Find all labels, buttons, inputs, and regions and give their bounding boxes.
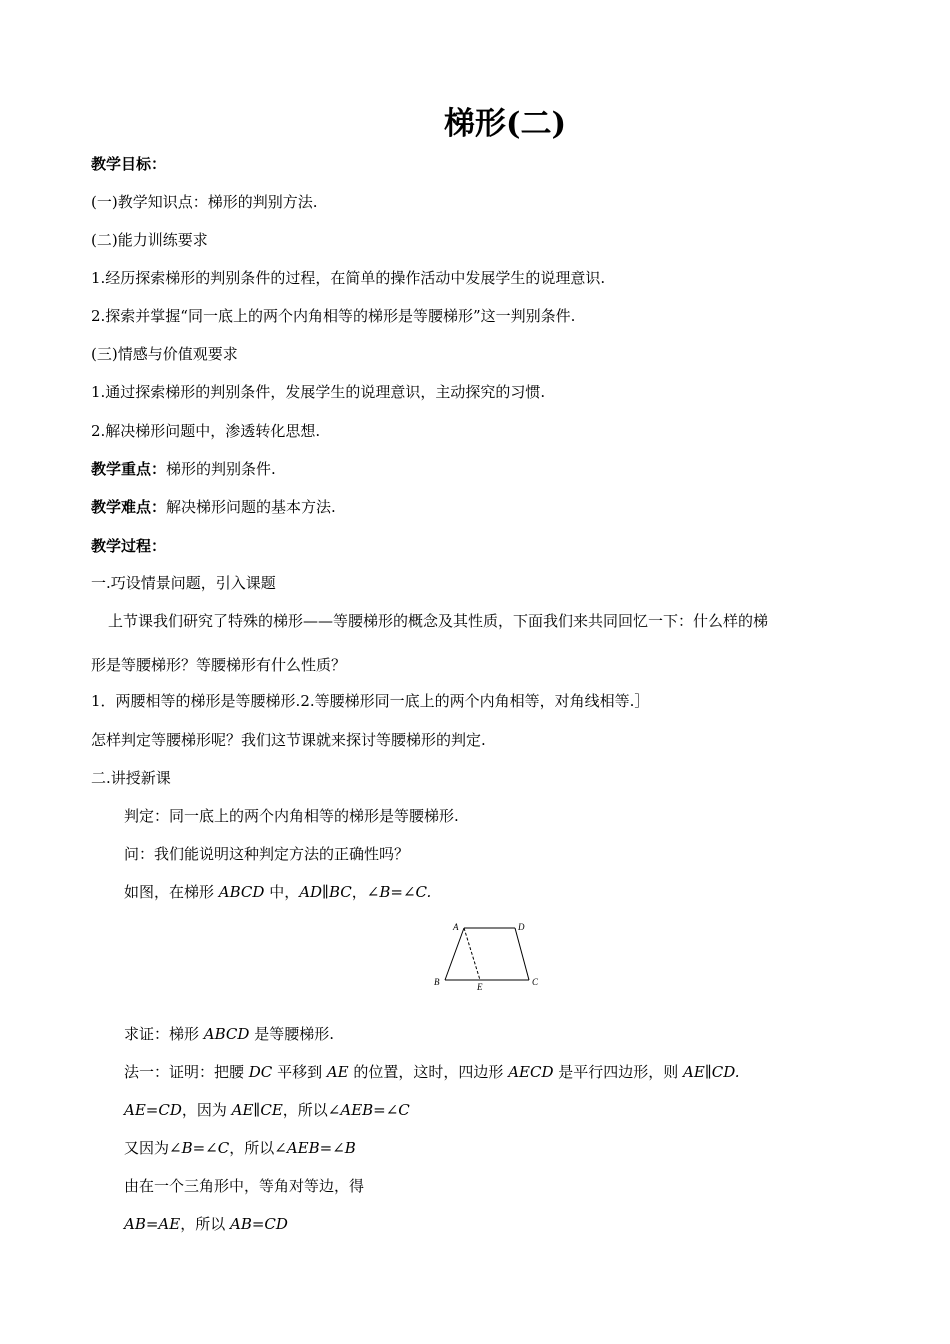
- method-part: 平移到: [272, 1063, 327, 1081]
- proof-part: AB=AE: [124, 1215, 181, 1233]
- how-text: 怎样判定等腰梯形呢？我们这节课就来探讨等腰梯形的判定.: [91, 731, 486, 749]
- goals-heading: 教学目标：: [91, 155, 167, 173]
- method-part: 的位置，这时，四边形: [348, 1063, 509, 1081]
- given-part: ，: [351, 883, 367, 901]
- ability-item-2: 2.探索并掌握“同一底上的两个内角相等的梯形是等腰梯形”这一判别条件.: [91, 307, 576, 325]
- emotion-item-1: 1.通过探索梯形的判别条件，发展学生的说理意识，主动探究的习惯.: [91, 383, 546, 401]
- given-part: ABCD: [218, 883, 265, 901]
- method-part: 是平行四边形，则: [553, 1063, 684, 1081]
- proof-part: ∠AEB=∠B: [274, 1139, 356, 1157]
- given-text: [124, 882, 431, 902]
- trapezoid-figure: [430, 919, 545, 994]
- given-part: ∠B=∠C.: [366, 883, 432, 901]
- given-part: AD∥BC: [299, 883, 352, 901]
- given-part: 中，: [264, 883, 300, 901]
- emotion-item-2: 2.解决梯形问题中，渗透转化思想.: [91, 422, 321, 440]
- criterion-text: 判定：同一底上的两个内角相等的梯形是等腰梯形.: [124, 807, 459, 825]
- ability-item-1: 1.经历探索梯形的判别条件的过程，在简单的操作活动中发展学生的说理意识.: [91, 269, 606, 287]
- method-part: AE∥CD.: [683, 1063, 740, 1081]
- difficulty-text: 解决梯形问题的基本方法.: [166, 498, 336, 516]
- method-part: 法一：证明：把腰: [124, 1063, 249, 1081]
- intro-paragraph-line-1: 上节课我们研究了特殊的梯形——等腰梯形的概念及其性质，下面我们来共同回忆一下：什么样的梯: [108, 612, 769, 630]
- emotion-heading: (三)情感与价值观要求: [91, 345, 238, 363]
- vertex-label-d: D: [518, 922, 525, 932]
- recall-text: 1．两腰相等的梯形是等腰梯形.2.等腰梯形同一底上的两个内角相等，对角线相等.］: [91, 692, 650, 710]
- vertex-label-b: B: [434, 977, 440, 987]
- proof-step-4: [124, 1214, 288, 1234]
- proof-part: ，所以: [180, 1215, 230, 1233]
- proof-step-2: [124, 1138, 356, 1158]
- proof-part: ∠AEB=∠C: [327, 1101, 410, 1119]
- section-1-heading: 一.巧设情景问题，引入课题: [91, 574, 276, 592]
- proof-part: AE∥CE: [231, 1101, 283, 1119]
- method-part: AE: [326, 1063, 349, 1081]
- vertex-label-e: E: [477, 982, 483, 992]
- key-text: 梯形的判别条件.: [166, 460, 276, 478]
- proof-part: AB=CD: [230, 1215, 288, 1233]
- given-part: 如图，在梯形: [124, 883, 219, 901]
- side-ab: [445, 928, 464, 980]
- process-heading: 教学过程：: [91, 537, 167, 555]
- difficulty-label: 教学难点：: [91, 498, 167, 516]
- proof-part: ，所以: [282, 1101, 328, 1119]
- proof-part: ，因为: [181, 1101, 232, 1119]
- proof-part: 又因为: [124, 1139, 170, 1157]
- prove-part: 求证：梯形: [124, 1025, 204, 1043]
- ability-heading: (二)能力训练要求: [91, 231, 208, 249]
- proof-step-3: 由在一个三角形中，等角对等边，得: [124, 1177, 365, 1195]
- side-dc: [515, 928, 529, 980]
- vertex-label-a: A: [453, 922, 459, 932]
- question-text: 问：我们能说明这种判定方法的正确性吗？: [124, 845, 410, 863]
- page-title: 梯形(二): [443, 106, 567, 142]
- prove-text: [124, 1024, 334, 1044]
- method-1-text: [124, 1062, 739, 1082]
- method-part: AECD: [508, 1063, 554, 1081]
- proof-part: ，所以: [229, 1139, 275, 1157]
- section-2-heading: 二.讲授新课: [91, 769, 171, 787]
- intro-paragraph-line-2: 形是等腰梯形？等腰梯形有什么性质？: [91, 656, 347, 674]
- vertex-label-c: C: [532, 977, 539, 987]
- dashed-ae: [464, 928, 480, 980]
- proof-part: ∠B=∠C: [169, 1139, 230, 1157]
- proof-part: AE=CD: [124, 1101, 182, 1119]
- prove-part: 是等腰梯形.: [249, 1025, 334, 1043]
- prove-part: ABCD: [203, 1025, 250, 1043]
- knowledge-point: (一)教学知识点：梯形的判别方法.: [91, 193, 318, 211]
- key-label: 教学重点：: [91, 460, 167, 478]
- proof-step-1: [124, 1100, 410, 1120]
- key-point: [91, 459, 276, 479]
- method-part: DC: [248, 1063, 273, 1081]
- difficulty-point: [91, 497, 336, 517]
